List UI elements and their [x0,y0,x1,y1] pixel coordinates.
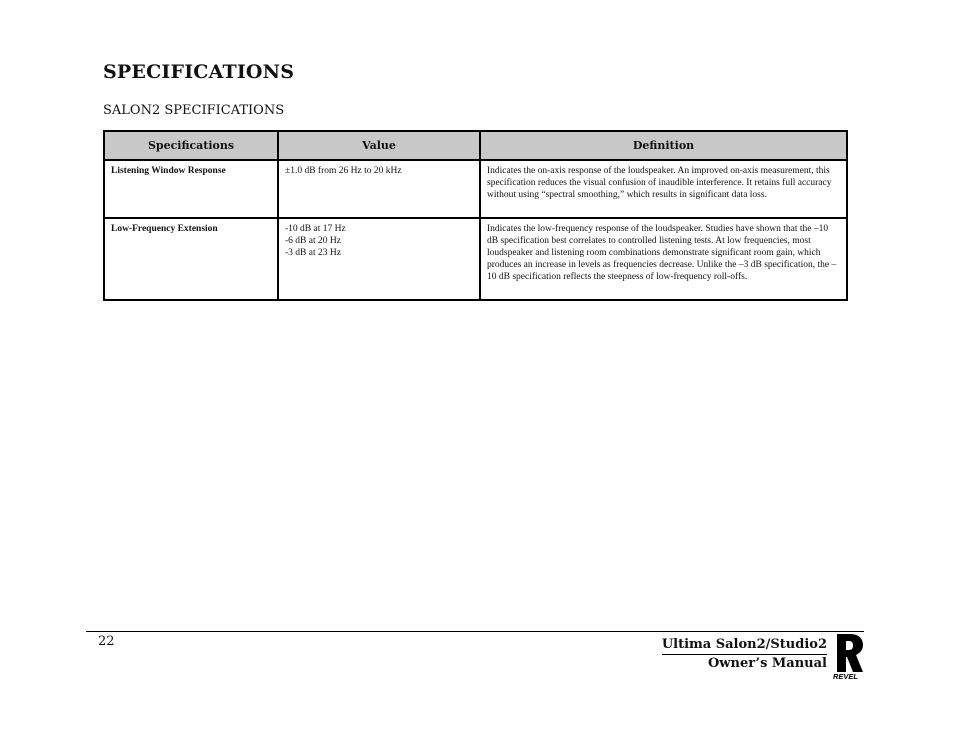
page-title: SPECIFICATIONS [103,61,295,83]
manual-title-line2: Owner’s Manual [707,656,827,671]
section-title: SALON2 SPECIFICATIONS [103,103,285,118]
spec-value-line: -6 dB at 20 Hz [285,236,341,246]
table-header-row [104,131,847,160]
spec-value-cell [278,218,480,300]
specifications-table [103,130,848,301]
spec-value-line: -10 dB at 17 Hz [285,224,346,234]
column-header-value: Value [278,131,480,160]
table-row [104,218,847,300]
table-row [104,160,847,218]
spec-name-cell: Low-Frequency Extension [104,218,278,300]
spec-value-line: -3 dB at 23 Hz [285,248,341,258]
svg-text:REVEL: REVEL [833,672,859,680]
column-header-definition: Definition [480,131,847,160]
spec-definition-cell: Indicates the on-axis response of the loudspeaker. An improved on-axis measurement, this specification reduces the visual confusion of inaudible interference. It retains full accuracy without using “spectral smoothing,” which results in significant data loss. [480,160,847,218]
spec-value-cell [278,160,480,218]
spec-definition-cell: Indicates the low-frequency response of the loudspeaker. Studies have shown that the –10 dB specification best correlates to controlled listening tests. At low frequencies, most loudspeaker and listening room combinations demonstrate significant room gain, which produces an increase in levels as frequencies decrease. Unlike the –3 dB specification, the –10 dB specification reflects the steepness of low-frequency roll-offs. [480,218,847,300]
page-number: 22 [98,634,115,649]
footer-divider [86,631,864,632]
column-header-specifications: Specifications [104,131,278,160]
revel-logo-icon [832,632,864,680]
spec-value-line: ±1.0 dB from 26 Hz to 20 kHz [285,166,402,176]
spec-name-cell: Listening Window Response [104,160,278,218]
manual-title [662,636,827,672]
manual-title-line1: Ultima Salon2/Studio2 [662,636,827,655]
